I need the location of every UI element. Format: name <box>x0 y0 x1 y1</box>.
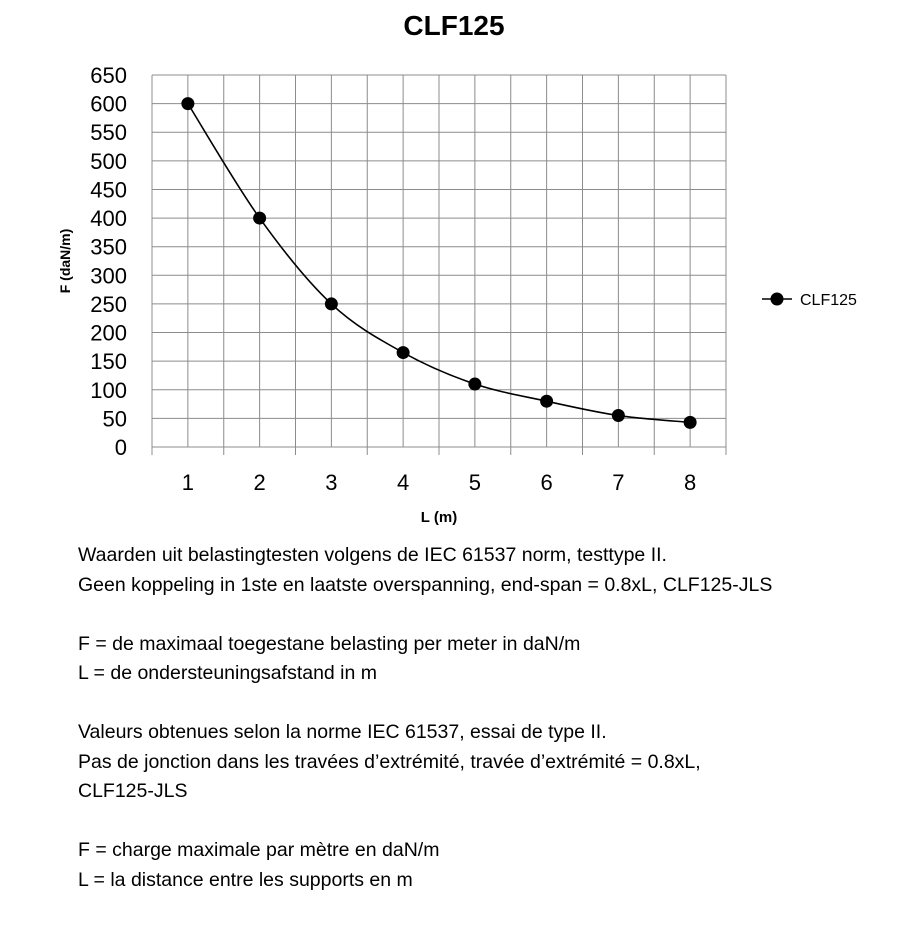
note-line: CLF125-JLS <box>78 780 188 802</box>
x-tick-label: 7 <box>612 470 625 495</box>
y-axis-label: F (daN/m) <box>57 228 73 294</box>
data-point-marker <box>468 378 481 391</box>
y-tick-label: 650 <box>90 63 127 88</box>
data-point-marker <box>253 212 266 225</box>
x-tick-label: 1 <box>181 470 194 495</box>
notes-french-definitions <box>78 836 878 895</box>
note-line: F = charge maximale par mètre en daN/m <box>78 839 440 861</box>
legend-marker <box>771 293 784 306</box>
data-point-marker <box>684 416 697 429</box>
x-tick-label: 2 <box>253 470 266 495</box>
plot-grid <box>152 75 726 455</box>
x-axis-ticks <box>182 470 697 495</box>
note-line: Waarden uit belastingtesten volgens de IEC 61537 norm, testtype II. <box>78 544 667 566</box>
note-line: Pas de jonction dans les travées d’extrémité, travée d’extrémité = 0.8xL, <box>78 750 701 773</box>
y-tick-label: 0 <box>114 435 127 460</box>
notes-dutch-definitions <box>78 630 878 689</box>
data-point-marker <box>181 97 194 110</box>
x-tick-label: 5 <box>468 470 481 495</box>
chart-title: CLF125 <box>403 10 505 41</box>
data-point-marker <box>612 409 625 422</box>
x-tick-label: 8 <box>684 470 697 495</box>
x-tick-label: 4 <box>397 470 410 495</box>
y-tick-label: 600 <box>90 91 127 117</box>
x-axis-label: L (m) <box>420 509 458 526</box>
data-point-marker <box>325 297 338 310</box>
y-tick-label: 200 <box>90 320 127 346</box>
y-tick-label: 50 <box>102 406 127 432</box>
y-tick-label: 350 <box>90 234 127 260</box>
notes-dutch-intro <box>78 541 878 600</box>
y-tick-label: 150 <box>90 349 127 375</box>
y-axis-ticks <box>90 63 127 460</box>
y-tick-label: 250 <box>90 291 127 317</box>
x-tick-label: 3 <box>325 470 338 495</box>
note-line: L = la distance entre les supports en m <box>78 868 413 891</box>
note-line: F = de maximaal toegestane belasting per meter in daN/m <box>78 632 581 655</box>
notes <box>78 541 878 925</box>
data-point-marker <box>397 346 410 359</box>
note-line: Valeurs obtenues selon la norme IEC 61537, essai de type II. <box>78 721 607 743</box>
notes-french-intro <box>78 718 878 807</box>
x-tick-label: 6 <box>540 470 553 495</box>
y-tick-label: 500 <box>90 148 127 174</box>
y-tick-label: 550 <box>90 120 127 146</box>
y-tick-label: 300 <box>90 263 127 289</box>
y-tick-label: 100 <box>90 377 127 403</box>
y-tick-label: 400 <box>90 206 127 232</box>
data-point-marker <box>540 395 553 408</box>
legend <box>762 292 857 309</box>
y-tick-label: 450 <box>90 177 127 203</box>
legend-label-clf125: CLF125 <box>800 292 857 309</box>
note-line: Geen koppeling in 1ste en laatste overspanning, end-span = 0.8xL, CLF125-JLS <box>78 573 773 596</box>
note-line: L = de ondersteuningsafstand in m <box>78 662 378 684</box>
